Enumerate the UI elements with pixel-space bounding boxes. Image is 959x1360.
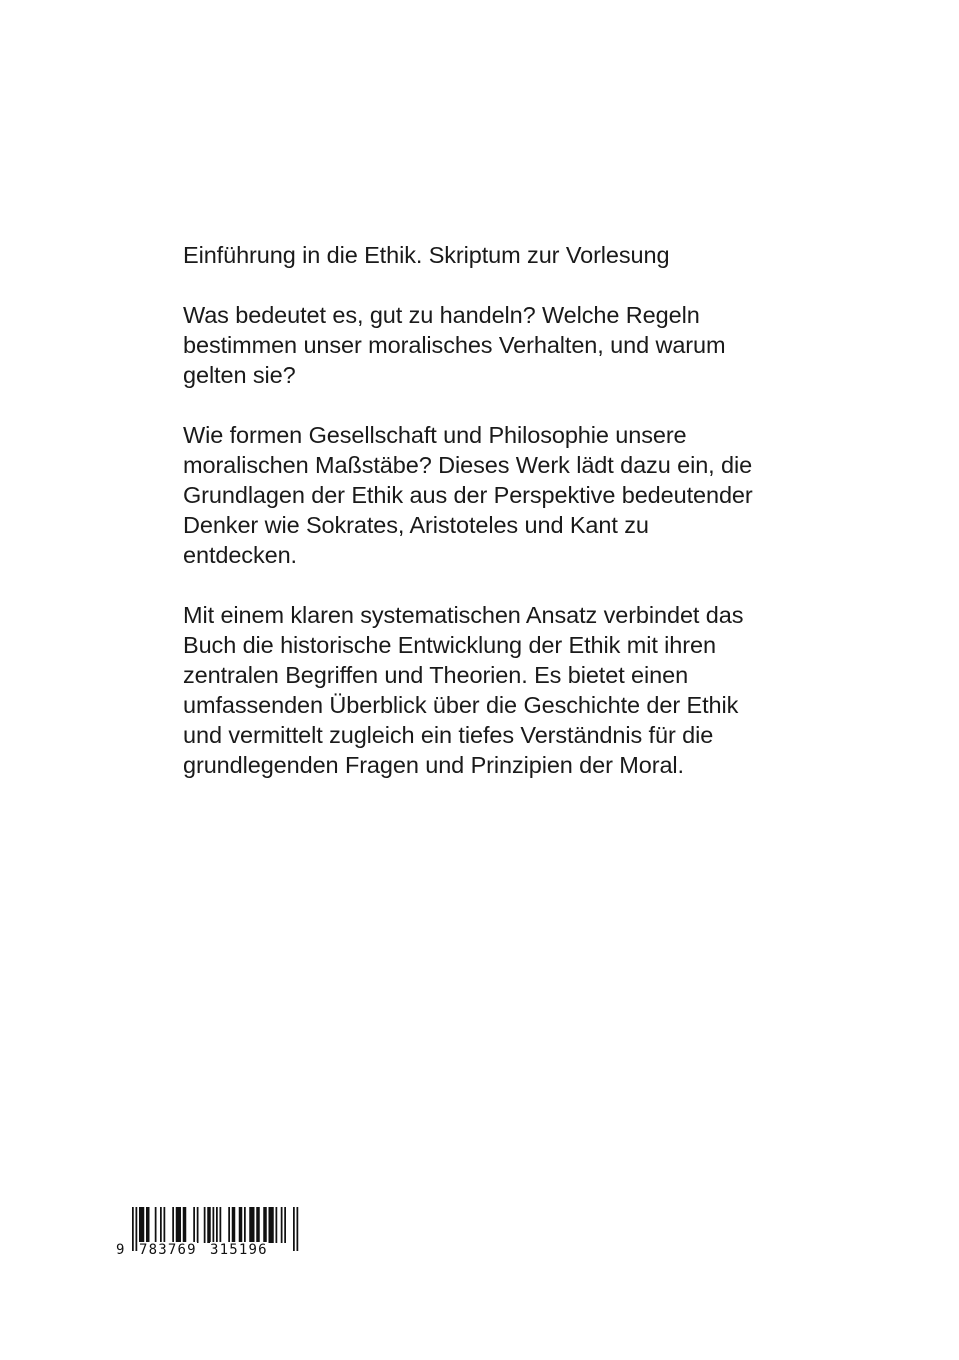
book-title-line: Einführung in die Ethik. Skriptum zur Vorlesung <box>183 242 670 268</box>
blurb-paragraph-1: Was bedeutet es, gut zu handeln? Welche Regeln bestimmen unser moralisches Verhalten, und warum gelten sie? <box>183 302 726 388</box>
barcode-bar <box>139 1207 144 1243</box>
barcode-bar <box>249 1207 254 1243</box>
barcode-bar <box>207 1207 211 1243</box>
barcode-bar <box>204 1207 206 1243</box>
barcode-bar <box>146 1207 150 1243</box>
barcode-bar <box>256 1207 260 1243</box>
barcode-bar <box>183 1207 187 1243</box>
blurb-paragraph-3: Mit einem klaren systematischen Ansatz verbindet das Buch die historische Entwicklung der Ethik mit ihren zentralen Begriffen und Theorien. Es bietet einen umfassenden Überblick über die Geschichte der Ethik und vermittelt zugleich ein tiefes Verständnis für die grundlegenden Fragen und Prinzipien der Moral. <box>183 602 744 778</box>
barcode-bar <box>176 1207 181 1243</box>
barcode-guard-bar <box>132 1207 134 1251</box>
barcode-bar <box>197 1207 199 1243</box>
barcode-bar <box>269 1207 274 1243</box>
barcode-bar <box>232 1207 236 1243</box>
barcode-bar <box>284 1207 286 1243</box>
barcode-right-digits: 315196 <box>210 1242 268 1258</box>
barcode-bar <box>228 1207 230 1243</box>
barcode-bar <box>220 1207 222 1243</box>
barcode-bar <box>281 1207 283 1243</box>
barcode-guard-bar <box>297 1207 299 1251</box>
barcode-bar <box>244 1207 246 1243</box>
blurb-paragraph-2: Wie formen Gesellschaft und Philosophie unsere moralischen Maßstäbe? Dieses Werk lädt dazu ein, die Grundlagen der Ethik aus der Perspektive bedeutender Denker wie Sokrates, Aristoteles und Kant zu entdecken. <box>183 422 753 568</box>
barcode-bar <box>193 1207 195 1243</box>
barcode-bar <box>276 1207 278 1243</box>
barcode-guard-bar <box>136 1207 138 1251</box>
barcode-bar <box>172 1207 174 1243</box>
barcode-bar <box>263 1207 267 1243</box>
barcode-left-digits: 783769 <box>139 1242 197 1258</box>
barcode-lead-digit: 9 <box>116 1242 126 1258</box>
isbn-barcode <box>112 1205 302 1260</box>
barcode-bar <box>155 1207 157 1243</box>
barcode-bar <box>160 1207 162 1243</box>
back-cover-text <box>183 240 823 810</box>
barcode-bar <box>164 1207 166 1243</box>
barcode-bar <box>239 1207 243 1243</box>
barcode-guard-bar <box>293 1207 295 1251</box>
